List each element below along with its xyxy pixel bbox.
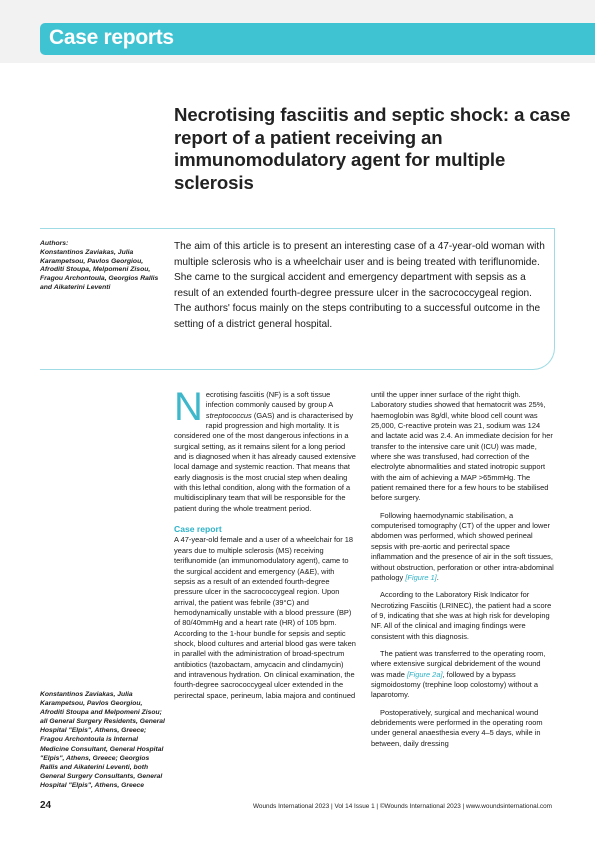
- authors-block: [40, 240, 165, 293]
- col2-p4-text-a: The patient was transferred to the operating room, where extensive surgical debridement of the wound was made: [371, 648, 546, 679]
- section-tab: [40, 23, 595, 55]
- drop-cap: N: [174, 385, 203, 429]
- abstract-text: The aim of this article is to present an interesting case of a 47-year-old woman with multiple sclerosis who is a wheelchair user and is being treated with teriflunomide. She came to the surgical accident and emergency department with sepsis as a result of an extended fourth-degree pressure ulcer in the sacrococcygeal region. The authors' focus mainly on the steps contributing to a successful outcome in the setting of a district general hospital.: [174, 241, 545, 330]
- col2-paragraph-1: until the upper inner surface of the right thigh. Laboratory studies showed that hematocrit was 25%, haemoglobin was 8g/dl, white blood cell count was 25,000, C-reactive protein was 21, sodium was 124 and lactate acid was 2.4. An immediate decision for her transfer to the intensive care unit (ICU) was made, where she was transfused, had correction of the electrolyte abnormalities and stated inotropic support with the aim of achieving a MAP >65mmHg. The patient remained there for a few hours to be stabilised before surgery.: [371, 390, 553, 503]
- col2-paragraph-2: [371, 511, 554, 583]
- authors-label: Authors:: [40, 240, 69, 247]
- col2-paragraph-4: [371, 649, 554, 701]
- intro-paragraph: [174, 385, 357, 514]
- section-label: Case reports: [49, 26, 174, 49]
- col2-paragraph-3: According to the Laboratory Risk Indicator for Necrotizing Fasciitis (LRINEC), the patient had a score of 9, indicating that she was at high risk for developing NF. All of the clinical and imaging findings were consistent with this diagnosis.: [371, 590, 552, 641]
- col2-p2-text: Following haemodynamic stabilisation, a computerised tomography (CT) of the upper and lower abdomen was performed, which showed perineal sepsis with pre-aortic and perirectal space inflammation and the presence of air in the soft tissues, without obstruction, perforation or other intra-abdominal pathology: [371, 510, 554, 582]
- figure-2a-link[interactable]: [Figure 2a]: [406, 669, 443, 679]
- case-paragraph-1: A 47-year-old female and a user of a wheelchair for 18 years due to multiple sclerosis (MS) receiving teriflunomide (an immunomodulatory agent), came to the surgical accident and emergency (A&E), with sepsis as a result of an extended fourth-degree pressure ulcer in the sacrococcygeal region. Upon arrival, the patient was febrile (39°C) and hemodynamically unstable with a blood pressure (BP) of 80/40mmHg and a heart rate (HR) of 105 bpm. According to the 1-hour bundle for sepsis and septic shock, blood cultures and arterial blood gas were taken in parallel with the administration of broad-spectrum antibiotics (tazobactam, amycacin and clindamycin) and intravenous hydration. On clinical examination, the fourth-degree sacrococcygeal ulcer extended in the perirectal space, perineum, labia majora and continued: [174, 535, 356, 700]
- footer-text: Wounds International 2023 | Vol 14 Issue 1 | ©Wounds International 2023 | www.woundsinternational.com: [253, 803, 552, 810]
- intro-text-b: (GAS) and is characterised by rapid progression and high mortality. It is considered one of the most dangerous infections in a surgical setting, as it remains silent for a long period and is diagnosed when it has already caused extensive local damage and systemic reaction. That means that early diagnosis is the most crucial step when dealing with this lethal condition, along with the formation of a multidisciplinary team that will be responsible for the patient during the whole treatment period.: [174, 410, 356, 513]
- col2-p4-text-b: , followed by a bypass sigmoidostomy (trephine loop colostomy) without a laparotomy.: [371, 669, 539, 700]
- article-title: Necrotising fasciitis and septic shock: a case report of a patient receiving an immunomodulatory agent for multiple sclerosis: [174, 104, 571, 193]
- intro-text-a: ecrotising fasciitis (NF) is a soft tissue infection commonly caused by group A: [205, 390, 333, 410]
- body-column-1: [174, 385, 357, 701]
- col2-paragraph-5: Postoperatively, surgical and mechanical wound debridements were performed in the operating room under general anaesthesia every 4–5 days, while in between, daily dressing: [371, 707, 543, 748]
- body-column-2: [371, 390, 554, 749]
- page-number: 24: [40, 800, 52, 811]
- abstract: [174, 239, 546, 333]
- case-report-heading: Case report: [174, 524, 222, 535]
- col2-p2-end: .: [436, 572, 439, 582]
- intro-italic: streptococcus: [205, 410, 252, 420]
- figure-1-link[interactable]: [Figure 1]: [405, 572, 437, 582]
- authors-list: Konstantinos Zaviakas, Julia Karampetsou, Pavlos Georgiou, Afroditi Stoupa, Melpomeni Zisou, Fragou Archontoula, Georgios Rallis and Aikaterini Leventi: [40, 248, 159, 291]
- author-affiliations: Konstantinos Zaviakas, Julia Karampetsou, Pavlos Georgiou, Afroditi Stoupa and Melpomeni Zisou; all General Surgery Residents, General Hospital "Elpis", Athens, Greece; Fragou Archontoula is Internal Medicine Consultant, General Hospital "Elpis", Athens, Greece; Georgios Rallis and Aikaterini Leventi, both General Surgery Consultants, General Hospital "Elpis", Athens, Greece: [40, 691, 165, 789]
